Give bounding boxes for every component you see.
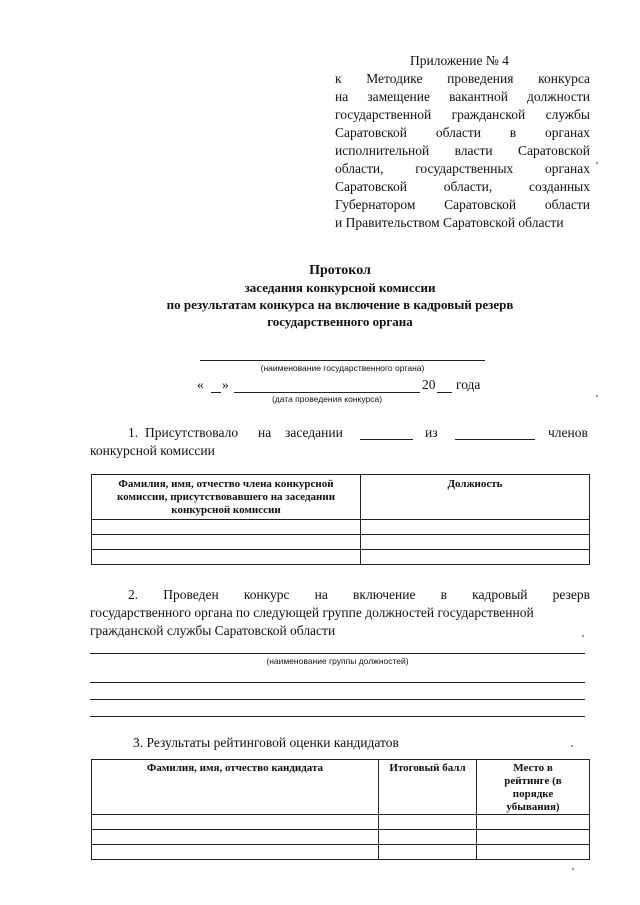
table-cell[interactable] xyxy=(92,830,379,845)
table-cell[interactable] xyxy=(92,815,379,830)
appendix-line: и Правительством Саратовской области xyxy=(335,215,564,230)
date-day-line xyxy=(211,392,221,393)
table-header-row xyxy=(92,760,590,815)
appendix-line: Губернатором Саратовской области xyxy=(335,197,590,212)
blank-line xyxy=(90,716,585,717)
scan-speck xyxy=(572,868,574,870)
table-cell[interactable] xyxy=(92,550,361,565)
table-cell[interactable] xyxy=(92,535,361,550)
section1-word: на xyxy=(258,425,272,440)
appendix-block xyxy=(335,52,590,232)
table-row xyxy=(92,520,590,535)
table-cell[interactable] xyxy=(477,815,590,830)
section2-line3: гражданской службы Саратовской области xyxy=(90,623,336,638)
section1-from-word: из xyxy=(425,425,438,440)
present-count-line xyxy=(360,439,413,440)
table-cell[interactable] xyxy=(379,830,477,845)
appendix-line: к Методике проведения конкурса xyxy=(335,71,590,86)
scan-speck xyxy=(596,162,598,164)
scan-speck xyxy=(582,635,584,637)
table-row xyxy=(92,830,590,845)
group-name-line xyxy=(90,653,585,654)
protocol-line: государственного органа xyxy=(267,314,413,329)
org-name-line xyxy=(200,360,485,361)
blank-line xyxy=(90,699,585,700)
table-row xyxy=(92,535,590,550)
scan-speck xyxy=(571,745,573,747)
date-caption: (дата проведения конкурса) xyxy=(271,394,383,404)
table-header-row xyxy=(92,475,590,520)
table-header-cell: Должность xyxy=(361,475,590,520)
table-cell[interactable] xyxy=(477,830,590,845)
section1-word: Присутствовало xyxy=(145,425,239,440)
table-row xyxy=(92,550,590,565)
table-cell[interactable] xyxy=(361,535,590,550)
table-cell[interactable] xyxy=(92,520,361,535)
section2-line1: 2. Проведен конкурс на включение в кадровый резерв xyxy=(128,587,590,602)
protocol-heading xyxy=(90,262,590,330)
table-header-cell: Фамилия, имя, отчество кандидата xyxy=(92,760,379,815)
attendance-table xyxy=(91,474,590,565)
date-year-suffix: года xyxy=(456,377,481,392)
table-cell[interactable] xyxy=(477,845,590,860)
protocol-line: по результатам конкурса на включение в кадровый резерв xyxy=(166,297,514,312)
table-cell[interactable] xyxy=(361,520,590,535)
section1-members-word: членов xyxy=(548,425,588,440)
table-row xyxy=(92,815,590,830)
appendix-line: области, государственных органах xyxy=(335,161,590,176)
section2-line2: государственного органа по следующей группе должностей государственной xyxy=(90,605,534,620)
date-month-line xyxy=(234,392,420,393)
appendix-title: Приложение № 4 xyxy=(410,53,509,68)
table-header-cell: Итоговый балл xyxy=(379,760,477,815)
protocol-title: Протокол xyxy=(309,263,371,278)
table-header-cell: Место в рейтинге (в порядке убывания) xyxy=(477,760,590,815)
date-open-quote: « xyxy=(197,377,204,392)
date-close-quote: » xyxy=(222,377,229,392)
appendix-line: Саратовской области в органах xyxy=(335,125,590,140)
rating-table xyxy=(91,759,590,860)
date-year-prefix: 20 xyxy=(422,377,436,392)
table-row xyxy=(92,845,590,860)
appendix-line: Саратовской области, созданных xyxy=(335,179,590,194)
table-header-cell: Фамилия, имя, отчество члена конкурсной комиссии, присутствовавшего на заседании конкурсной комиссии xyxy=(92,475,361,520)
table-cell[interactable] xyxy=(92,845,379,860)
section3-title: 3. Результаты рейтинговой оценки кандидатов xyxy=(133,735,399,750)
appendix-line: государственной гражданской службы xyxy=(335,107,590,122)
table-cell[interactable] xyxy=(379,845,477,860)
org-name-caption: (наименование государственного органа) xyxy=(260,363,425,373)
scan-speck xyxy=(596,395,598,397)
appendix-line: исполнительной власти Саратовской xyxy=(335,143,590,158)
section1-word: заседании xyxy=(285,425,343,440)
appendix-line: на замещение вакантной должности xyxy=(335,89,590,104)
table-cell[interactable] xyxy=(379,815,477,830)
date-year-line xyxy=(437,392,452,393)
blank-line xyxy=(90,682,585,683)
table-cell[interactable] xyxy=(361,550,590,565)
group-name-caption: (наименование группы должностей) xyxy=(266,656,409,666)
total-count-line xyxy=(455,439,535,440)
section1-number: 1. xyxy=(128,425,139,440)
protocol-line: заседания конкурсной комиссии xyxy=(244,280,436,295)
section1-line2: конкурсной комиссии xyxy=(90,443,215,458)
